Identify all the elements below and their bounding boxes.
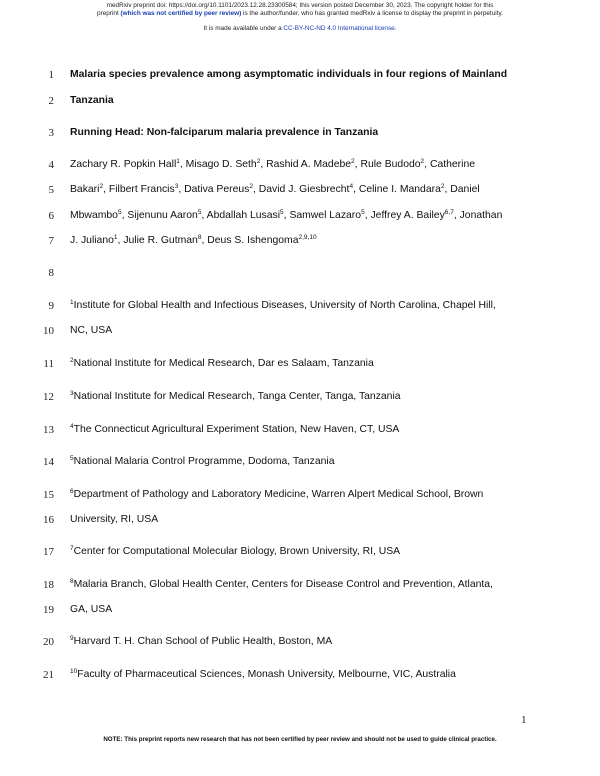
manuscript-line (0, 455, 600, 469)
affiliation-text: National Institute for Medical Research, Tanga Center, Tanga, Tanzania (73, 391, 401, 402)
affiliation-marker: 6,7 (444, 209, 454, 216)
affiliation-9 (70, 635, 332, 649)
title-line-2: Tanzania (70, 95, 114, 106)
header-period: . (394, 25, 397, 32)
manuscript-line (0, 68, 600, 82)
page-number: 1 (521, 714, 527, 726)
line-number: 14 (43, 456, 54, 468)
line-number: 15 (43, 489, 54, 501)
manuscript-line (0, 357, 600, 371)
author-list-line (70, 209, 502, 223)
line-number: 1 (48, 69, 54, 81)
author-separator: , (178, 184, 185, 195)
author-separator: , (201, 235, 208, 246)
manuscript-line (0, 94, 600, 108)
author-name: Samwel Lazaro (289, 210, 362, 221)
line-number: 11 (43, 358, 54, 370)
manuscript-line (0, 578, 600, 592)
affiliation-marker: 2 (351, 158, 355, 165)
author-name: Dativa Pereus (184, 184, 250, 195)
author-name: Rashid A. Madebe (266, 159, 352, 170)
affiliation-marker: 8 (197, 234, 202, 241)
author-name: Celine I. Mandara (358, 184, 441, 195)
line-number: 16 (43, 514, 54, 526)
manuscript-line (0, 668, 600, 682)
affiliation-marker: 2,9,10 (298, 234, 317, 241)
line-number: 8 (48, 267, 54, 279)
author-separator: , (260, 159, 267, 170)
author-name: Misago D. Seth (185, 159, 257, 170)
affiliation-4 (70, 423, 399, 437)
manuscript-line (0, 423, 600, 437)
affiliation-marker: 2 (256, 158, 261, 165)
author-list-line (70, 158, 475, 172)
affiliation-8 (70, 578, 493, 592)
affiliation-marker: 2 (249, 183, 253, 190)
running-head: Running Head: Non-falciparum malaria prevalence in Tanzania (70, 127, 379, 138)
affiliation-marker: 4 (349, 183, 354, 190)
header-preprint-word: preprint (97, 10, 119, 17)
manuscript-line (0, 324, 600, 338)
line-number: 10 (43, 325, 54, 337)
affiliation-text: The Connecticut Agricultural Experiment Station, New Haven, CT, USA (73, 424, 400, 435)
affiliation-marker: 2 (99, 183, 104, 190)
affiliation-marker: 2 (420, 158, 425, 165)
line-number: 2 (48, 95, 54, 107)
line-number: 4 (48, 159, 54, 171)
author-list-line (70, 234, 317, 248)
affiliation-marker: 2 (70, 357, 74, 364)
affiliation-marker: 5 (197, 209, 202, 216)
author-separator: , (179, 159, 186, 170)
author-name: Bakari (70, 184, 100, 195)
title-line-1: Malaria species prevalence among asymptomatic individuals in four regions of Mainland (70, 69, 508, 80)
license-link[interactable]: CC-BY-NC-ND 4.0 International license (283, 25, 395, 32)
line-number: 17 (43, 546, 54, 558)
affiliation-text: Harvard T. H. Chan School of Public Health, Boston, MA (73, 636, 333, 647)
affiliation-7 (70, 545, 400, 559)
affiliation-8-continued: GA, USA (70, 604, 113, 615)
affiliation-marker: 5 (117, 209, 122, 216)
author-separator: , (117, 235, 124, 246)
affiliation-1-continued: NC, USA (70, 325, 113, 336)
line-number: 7 (48, 235, 54, 247)
affiliation-text: National Institute for Medical Research, Dar es Salaam, Tanzania (73, 358, 374, 369)
author-separator: , (453, 210, 460, 221)
author-separator: , (364, 210, 371, 221)
line-number: 21 (43, 669, 54, 681)
author-separator: , (103, 184, 109, 195)
manuscript-line (0, 513, 600, 527)
author-name: Jeffrey A. Bailey (370, 210, 445, 221)
preprint-header-line-3 (0, 25, 600, 33)
affiliation-marker: 5 (70, 455, 74, 462)
manuscript-line (0, 603, 600, 617)
author-name: Rule Budodo (360, 159, 421, 170)
affiliation-6-continued: University, RI, USA (70, 514, 159, 525)
affiliation-3 (70, 390, 401, 404)
author-name: Filbert Francis (108, 184, 175, 195)
affiliation-marker: 1 (176, 158, 180, 165)
preprint-footer-note: NOTE: This preprint reports new research that has not been certified by peer review and should not be used to guide clinical practice. (103, 736, 497, 743)
manuscript-line (0, 126, 600, 140)
affiliation-marker: 3 (70, 390, 74, 397)
affiliation-marker: 6 (70, 488, 74, 495)
author-separator: , (283, 210, 290, 221)
manuscript-line (0, 390, 600, 404)
author-name: Jonathan (459, 210, 503, 221)
line-number: 12 (43, 391, 54, 403)
affiliation-marker: 10 (70, 668, 78, 675)
manuscript-line (0, 183, 600, 197)
author-name: David J. Giesbrecht (258, 184, 350, 195)
manuscript-line (0, 234, 600, 248)
preprint-header-line-2 (0, 10, 600, 18)
line-number: 18 (43, 579, 54, 591)
manuscript-line (0, 266, 600, 280)
affiliation-marker: 7 (70, 545, 74, 552)
manuscript-line (0, 209, 600, 223)
manuscript-line (0, 158, 600, 172)
affiliation-marker: 5 (361, 209, 365, 216)
affiliation-10 (70, 668, 456, 682)
line-number: 20 (43, 636, 54, 648)
affiliation-text: National Malaria Control Programme, Dodoma, Tanzania (73, 456, 335, 467)
affiliation-marker: 1 (70, 299, 74, 306)
affiliation-text: Department of Pathology and Laboratory Medicine, Warren Alpert Medical School, Brown (73, 489, 484, 500)
author-separator: , (444, 184, 451, 195)
affiliation-text: Faculty of Pharmaceutical Sciences, Monash University, Melbourne, VIC, Australia (77, 669, 456, 680)
manuscript-line (0, 299, 600, 313)
affiliation-2 (70, 357, 374, 371)
affiliation-marker: 1 (113, 234, 118, 241)
affiliation-text: Malaria Branch, Global Health Center, Centers for Disease Control and Prevention, Atlanta, (73, 579, 493, 590)
author-name: Catherine (429, 159, 476, 170)
line-number: 6 (48, 210, 54, 222)
affiliation-6 (70, 488, 483, 502)
author-separator: , (201, 210, 207, 221)
preprint-header-line-1: medRxiv preprint doi: https://doi.org/10.1101/2023.12.28.23300584; this version posted December 30, 2023. The copyright holder for this (106, 2, 494, 9)
author-separator: , (121, 210, 128, 221)
line-number: 5 (48, 184, 54, 196)
author-name: Mbwambo (70, 210, 118, 221)
affiliation-5 (70, 455, 334, 469)
affiliation-text: Institute for Global Health and Infectious Diseases, University of North Carolina, Chapel Hill, (73, 300, 496, 311)
header-license-statement: is the author/funder, who has granted medRxiv a license to display the preprint in perpetuity. (243, 10, 503, 17)
line-number: 9 (48, 300, 54, 312)
author-separator: , (353, 184, 359, 195)
author-name: Julie R. Gutman (123, 235, 198, 246)
header-available-under: It is made available under a (203, 25, 282, 32)
line-number: 3 (48, 127, 54, 139)
affiliation-marker: 9 (70, 635, 74, 642)
affiliation-1 (70, 299, 496, 313)
line-number: 19 (43, 604, 54, 616)
author-list-line (70, 183, 480, 197)
author-separator: , (424, 159, 430, 170)
author-name: J. Juliano (70, 235, 114, 246)
affiliation-marker: 8 (70, 578, 74, 585)
manuscript-line (0, 635, 600, 649)
manuscript-line (0, 545, 600, 559)
affiliation-marker: 4 (70, 423, 74, 430)
affiliation-marker: 5 (280, 209, 284, 216)
peer-review-note: (which was not certified by peer review) (120, 10, 242, 17)
line-number: 13 (43, 424, 54, 436)
author-name: Daniel (450, 184, 480, 195)
author-separator: , (252, 184, 259, 195)
affiliation-marker: 2 (440, 183, 445, 190)
author-name: Abdallah Lusasi (206, 210, 281, 221)
author-separator: , (354, 159, 361, 170)
author-name: Deus S. Ishengoma (207, 235, 299, 246)
author-name: Sijenunu Aaron (127, 210, 198, 221)
author-name: Zachary R. Popkin Hall (70, 159, 177, 170)
affiliation-text: Center for Computational Molecular Biology, Brown University, RI, USA (73, 546, 401, 557)
affiliation-marker: 3 (174, 183, 179, 190)
manuscript-line (0, 488, 600, 502)
